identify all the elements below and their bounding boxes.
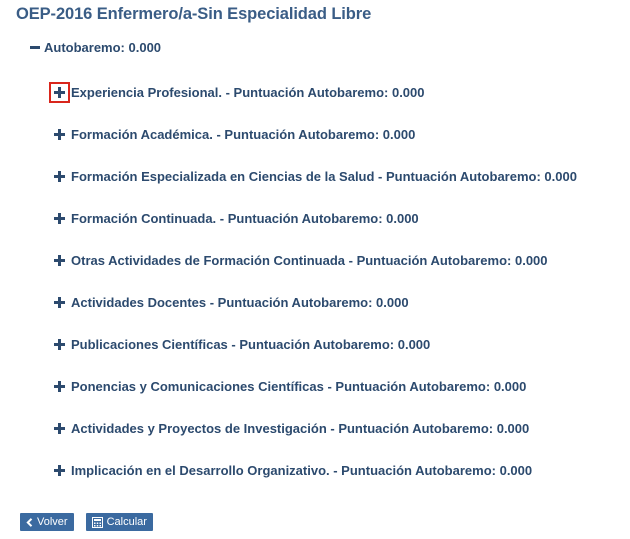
tree-item-label: Formación Continuada. - Puntuación Autobaremo: 0.000 xyxy=(71,211,419,226)
plus-icon[interactable] xyxy=(54,129,65,140)
calculator-icon xyxy=(92,517,103,528)
tree-root-label: Autobaremo: 0.000 xyxy=(44,40,162,55)
plus-icon[interactable] xyxy=(54,423,65,434)
tree-item-label: Ponencias y Comunicaciones Científicas - Puntuación Autobaremo: 0.000 xyxy=(71,379,527,394)
tree-item-publicaciones-cientificas[interactable] xyxy=(54,337,430,352)
tree-item-formacion-especializada[interactable] xyxy=(54,169,577,184)
page-title: OEP-2016 Enfermero/a-Sin Especialidad Libre xyxy=(16,5,372,23)
plus-icon[interactable] xyxy=(54,339,65,350)
tree-item-formacion-academica[interactable] xyxy=(54,127,415,142)
tree-item-actividades-docentes[interactable] xyxy=(54,295,409,310)
back-button[interactable] xyxy=(20,513,74,531)
tree-item-label: Otras Actividades de Formación Continuada - Puntuación Autobaremo: 0.000 xyxy=(71,253,548,268)
tree-item-label: Formación Académica. - Puntuación Autobaremo: 0.000 xyxy=(71,127,416,142)
calculate-button[interactable] xyxy=(86,513,153,531)
calculate-button-label: Calcular xyxy=(106,516,147,528)
tree-item-otras-actividades[interactable] xyxy=(54,253,548,268)
tree-item-ponencias-comunicaciones[interactable] xyxy=(54,379,526,394)
back-button-label: Volver xyxy=(37,516,68,528)
plus-icon[interactable] xyxy=(54,465,65,476)
plus-icon[interactable] xyxy=(54,297,65,308)
tree-item-formacion-continuada[interactable] xyxy=(54,211,419,226)
plus-icon[interactable] xyxy=(54,381,65,392)
tree-item-implicacion-desarrollo[interactable] xyxy=(54,463,532,478)
tree-root-autobaremo[interactable] xyxy=(30,40,161,55)
plus-icon[interactable] xyxy=(54,213,65,224)
tree-item-experiencia-profesional[interactable] xyxy=(54,85,425,100)
chevron-left-icon xyxy=(26,518,33,527)
action-bar xyxy=(20,513,153,531)
minus-icon[interactable] xyxy=(30,46,40,49)
tree-item-label: Actividades y Proyectos de Investigación - Puntuación Autobaremo: 0.000 xyxy=(71,421,530,436)
tree-item-label: Formación Especializada en Ciencias de la Salud - Puntuación Autobaremo: 0.000 xyxy=(71,169,577,184)
tree-item-label: Experiencia Profesional. - Puntuación Autobaremo: 0.000 xyxy=(71,85,425,100)
tree-item-label: Actividades Docentes - Puntuación Autobaremo: 0.000 xyxy=(71,295,409,310)
plus-icon[interactable] xyxy=(54,87,65,98)
tree-item-actividades-investigacion[interactable] xyxy=(54,421,529,436)
tree-item-label: Publicaciones Científicas - Puntuación Autobaremo: 0.000 xyxy=(71,337,431,352)
plus-icon[interactable] xyxy=(54,171,65,182)
tree-item-label: Implicación en el Desarrollo Organizativo. - Puntuación Autobaremo: 0.000 xyxy=(71,463,533,478)
plus-icon[interactable] xyxy=(54,255,65,266)
